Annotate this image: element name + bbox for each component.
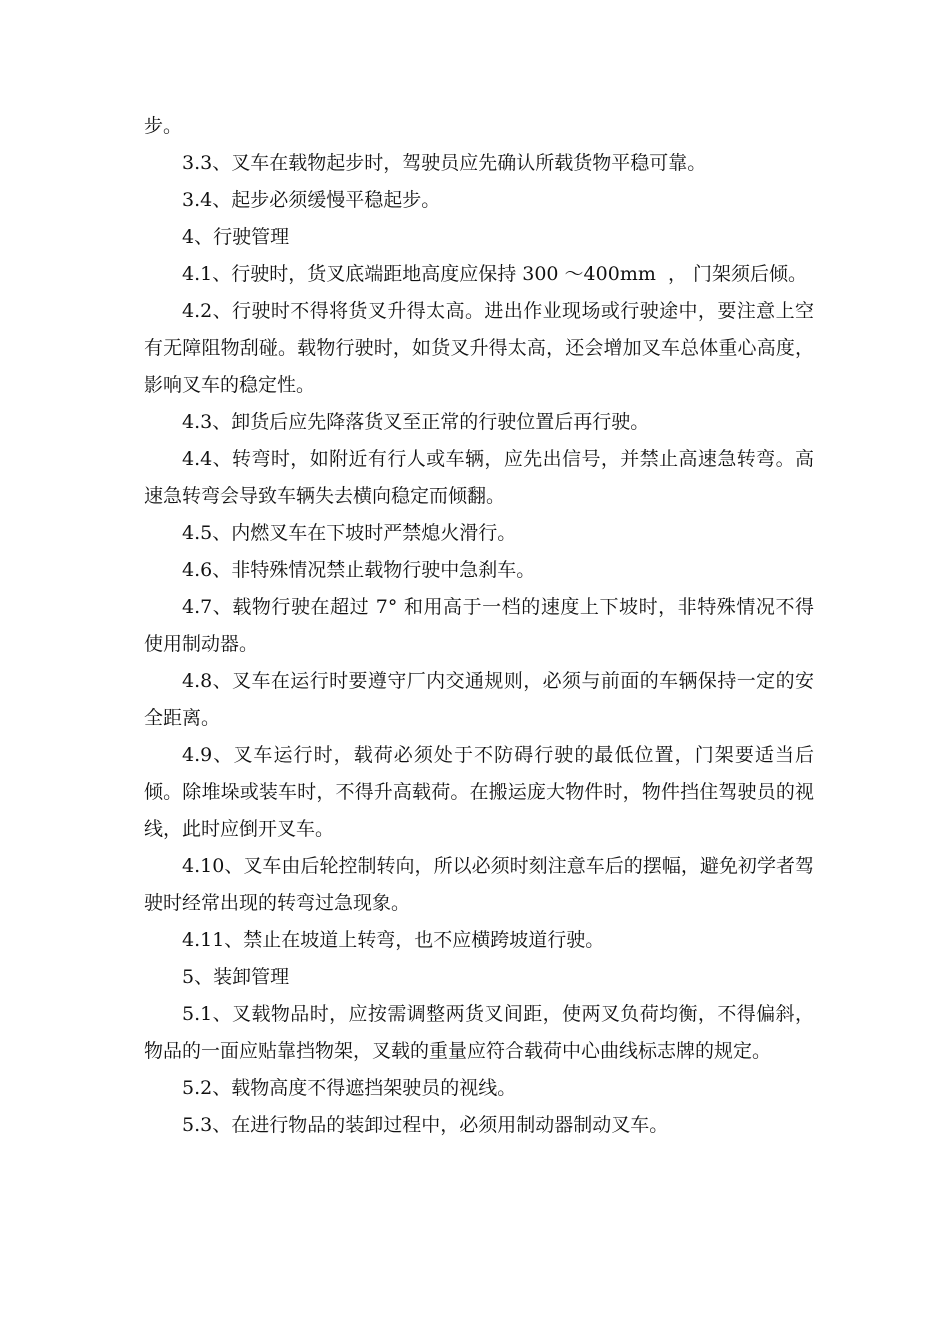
- paragraph-4-1: 4.1、行驶时，货叉底端距地高度应保持 300 ～400mm ， 门架须后倾。: [182, 263, 807, 285]
- document-body: [144, 108, 814, 1144]
- paragraph-4-7: 4.7、载物行驶在超过 7° 和用高于一档的速度上下坡时，非特殊情况不得使用制动器。: [144, 596, 814, 655]
- paragraph-continuation: 步。: [144, 115, 183, 137]
- section-heading-5: 5、装卸管理: [182, 966, 290, 988]
- paragraph-4-9: 4.9、叉车运行时，载荷必须处于不防碍行驶的最低位置，门架要适当后倾。除堆垛或装车时，不得升高载荷。在搬运庞大物件时，物件挡住驾驶员的视线，此时应倒开叉车。: [144, 744, 814, 840]
- paragraph-5-2: 5.2、载物高度不得遮挡架驶员的视线。: [182, 1077, 517, 1099]
- paragraph-3-4: 3.4、起步必须缓慢平稳起步。: [182, 189, 441, 211]
- paragraph-5-3: 5.3、在进行物品的装卸过程中，必须用制动器制动叉车。: [182, 1114, 669, 1136]
- paragraph-4-2: 4.2、行驶时不得将货叉升得太高。进出作业现场或行驶途中，要注意上空有无障阻物刮碰。载物行驶时，如货叉升得太高，还会增加叉车总体重心高度，影响叉车的稳定性。: [144, 300, 814, 396]
- paragraph-4-10: 4.10、叉车由后轮控制转向，所以必须时刻注意车后的摆幅，避免初学者驾驶时经常出现的转弯过急现象。: [144, 855, 814, 914]
- section-heading-4: 4、行驶管理: [182, 226, 290, 248]
- paragraph-4-6: 4.6、非特殊情况禁止载物行驶中急刹车。: [182, 559, 536, 581]
- paragraph-4-5: 4.5、内燃叉车在下坡时严禁熄火滑行。: [182, 522, 517, 544]
- paragraph-3-3: 3.3、叉车在载物起步时，驾驶员应先确认所载货物平稳可靠。: [182, 152, 707, 174]
- paragraph-4-11: 4.11、禁止在坡道上转弯，也不应横跨坡道行驶。: [182, 929, 605, 951]
- paragraph-4-4: 4.4、转弯时，如附近有行人或车辆，应先出信号，并禁止高速急转弯。高速急转弯会导致车辆失去横向稳定而倾翻。: [144, 448, 814, 507]
- paragraph-4-3: 4.3、卸货后应先降落货叉至正常的行驶位置后再行驶。: [182, 411, 650, 433]
- paragraph-5-1: 5.1、叉载物品时，应按需调整两货叉间距，使两叉负荷均衡，不得偏斜，物品的一面应贴靠挡物架，叉载的重量应符合载荷中心曲线标志牌的规定。: [144, 1003, 814, 1062]
- paragraph-4-8: 4.8、叉车在运行时要遵守厂内交通规则，必须与前面的车辆保持一定的安全距离。: [144, 670, 814, 729]
